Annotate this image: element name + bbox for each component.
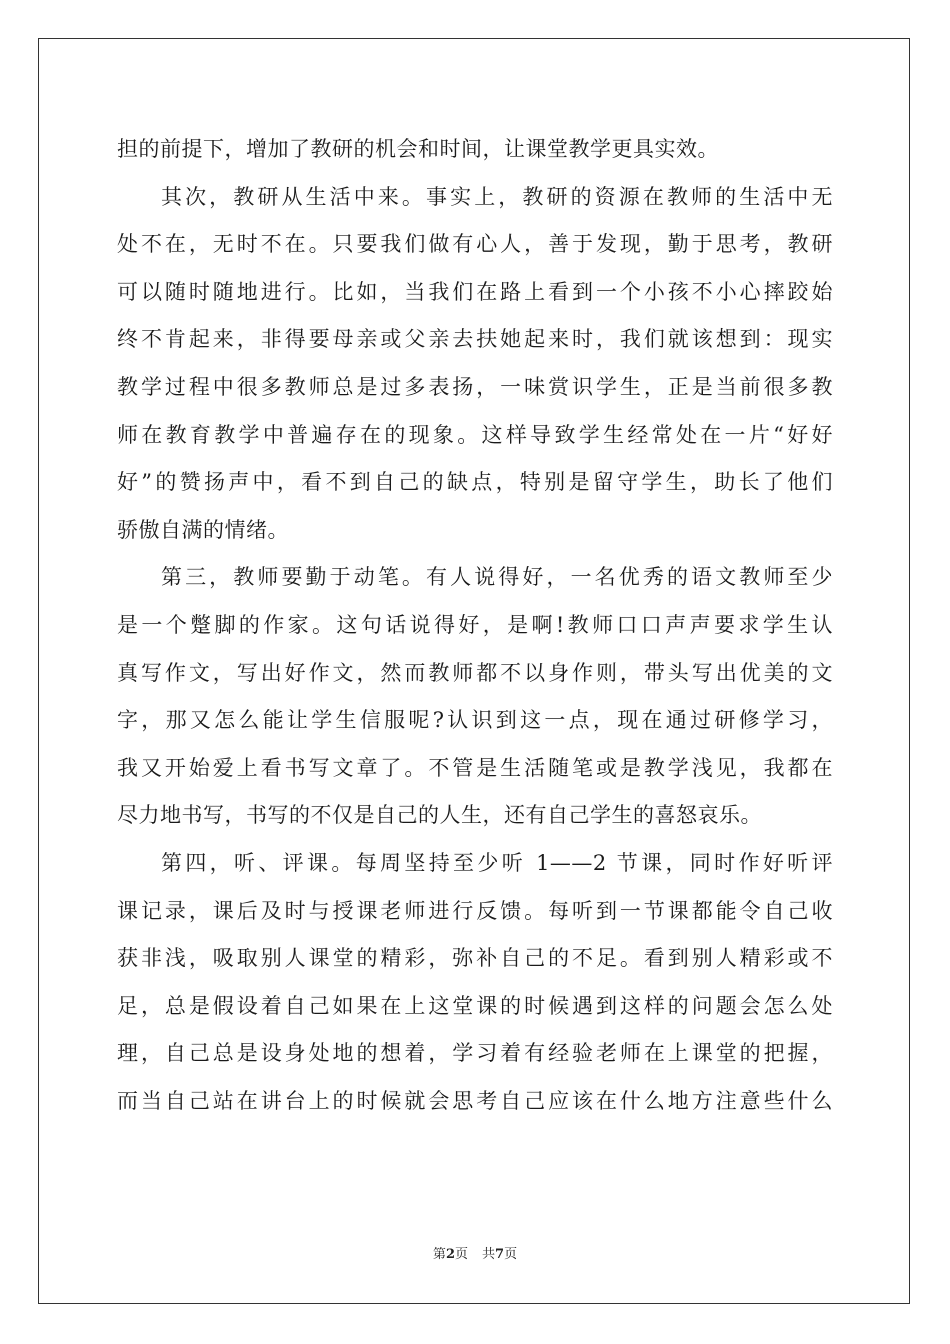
document-body [117,126,833,1125]
text-line: 骄傲自满的情绪。 [117,517,289,542]
text-line: 担的前提下，增加了教研的机会和时间，让课堂教学更具实效。 [117,137,719,161]
text-line: 字，那又怎么能让学生信服呢?认识到这一点，现在通过研修学习， [117,708,833,733]
text-line: 师在教育教学中普遍存在的现象。这样导致学生经常处在一片“好好 [117,422,833,447]
text-line: 终不肯起来，非得要母亲或父亲去扶她起来时，我们就该想到：现实 [117,327,833,352]
text-line: 而当自己站在讲台上的时候就会思考自己应该在什么地方注意些什么 [117,1088,833,1113]
text-line: 尽力地书写，书写的不仅是自己的人生，还有自己学生的喜怒哀乐。 [117,803,762,828]
total-prefix: 共 [482,1247,496,1262]
page-footer [0,1243,950,1262]
text-line: 课记录，课后及时与授课老师进行反馈。每听到一节课都能令自己收 [117,898,833,923]
paragraph-first-line: 第四，听、评课。每周坚持至少听 1——2 节课，同时作好听评 [161,850,833,875]
page-prefix: 第 [432,1247,446,1262]
text-line: 真写作文，写出好作文，然而教师都不以身作则，带头写出优美的文 [117,660,833,685]
paragraph-first-line: 其次，教研从生活中来。事实上，教研的资源在教师的生活中无 [161,184,833,209]
text-line: 可以随时随地进行。比如，当我们在路上看到一个小孩不小心摔跤始 [117,279,833,304]
text-line: 处不在，无时不在。只要我们做有心人，善于发现，勤于思考，教研 [117,232,833,257]
text-line: 获非浅，吸取别人课堂的精彩，弥补自己的不足。看到别人精彩或不 [117,946,833,971]
total-pages: 7 [495,1247,505,1262]
text-line: 我又开始爱上看书写文章了。不管是生活随笔或是教学浅见，我都在 [117,755,833,780]
text-line: 好”的赞扬声中，看不到自己的缺点，特别是留守学生，助长了他们 [117,470,833,495]
paragraph-first-line: 第三，教师要勤于动笔。有人说得好，一名优秀的语文教师至少 [161,565,833,590]
page-suffix: 页 [454,1247,468,1262]
text-line: 理，自己总是设身处地的想着，学习着有经验老师在上课堂的把握， [117,1041,833,1066]
text-line: 足，总是假设着自己如果在上这堂课的时候遇到这样的问题会怎么处 [117,993,833,1018]
text-line: 是一个蹩脚的作家。这句话说得好，是啊!教师口口声声要求学生认 [117,612,833,637]
text-line: 教学过程中很多教师总是过多表扬，一味赏识学生，正是当前很多教 [117,374,833,399]
page-number: 2 [445,1247,455,1262]
total-suffix: 页 [504,1247,518,1262]
